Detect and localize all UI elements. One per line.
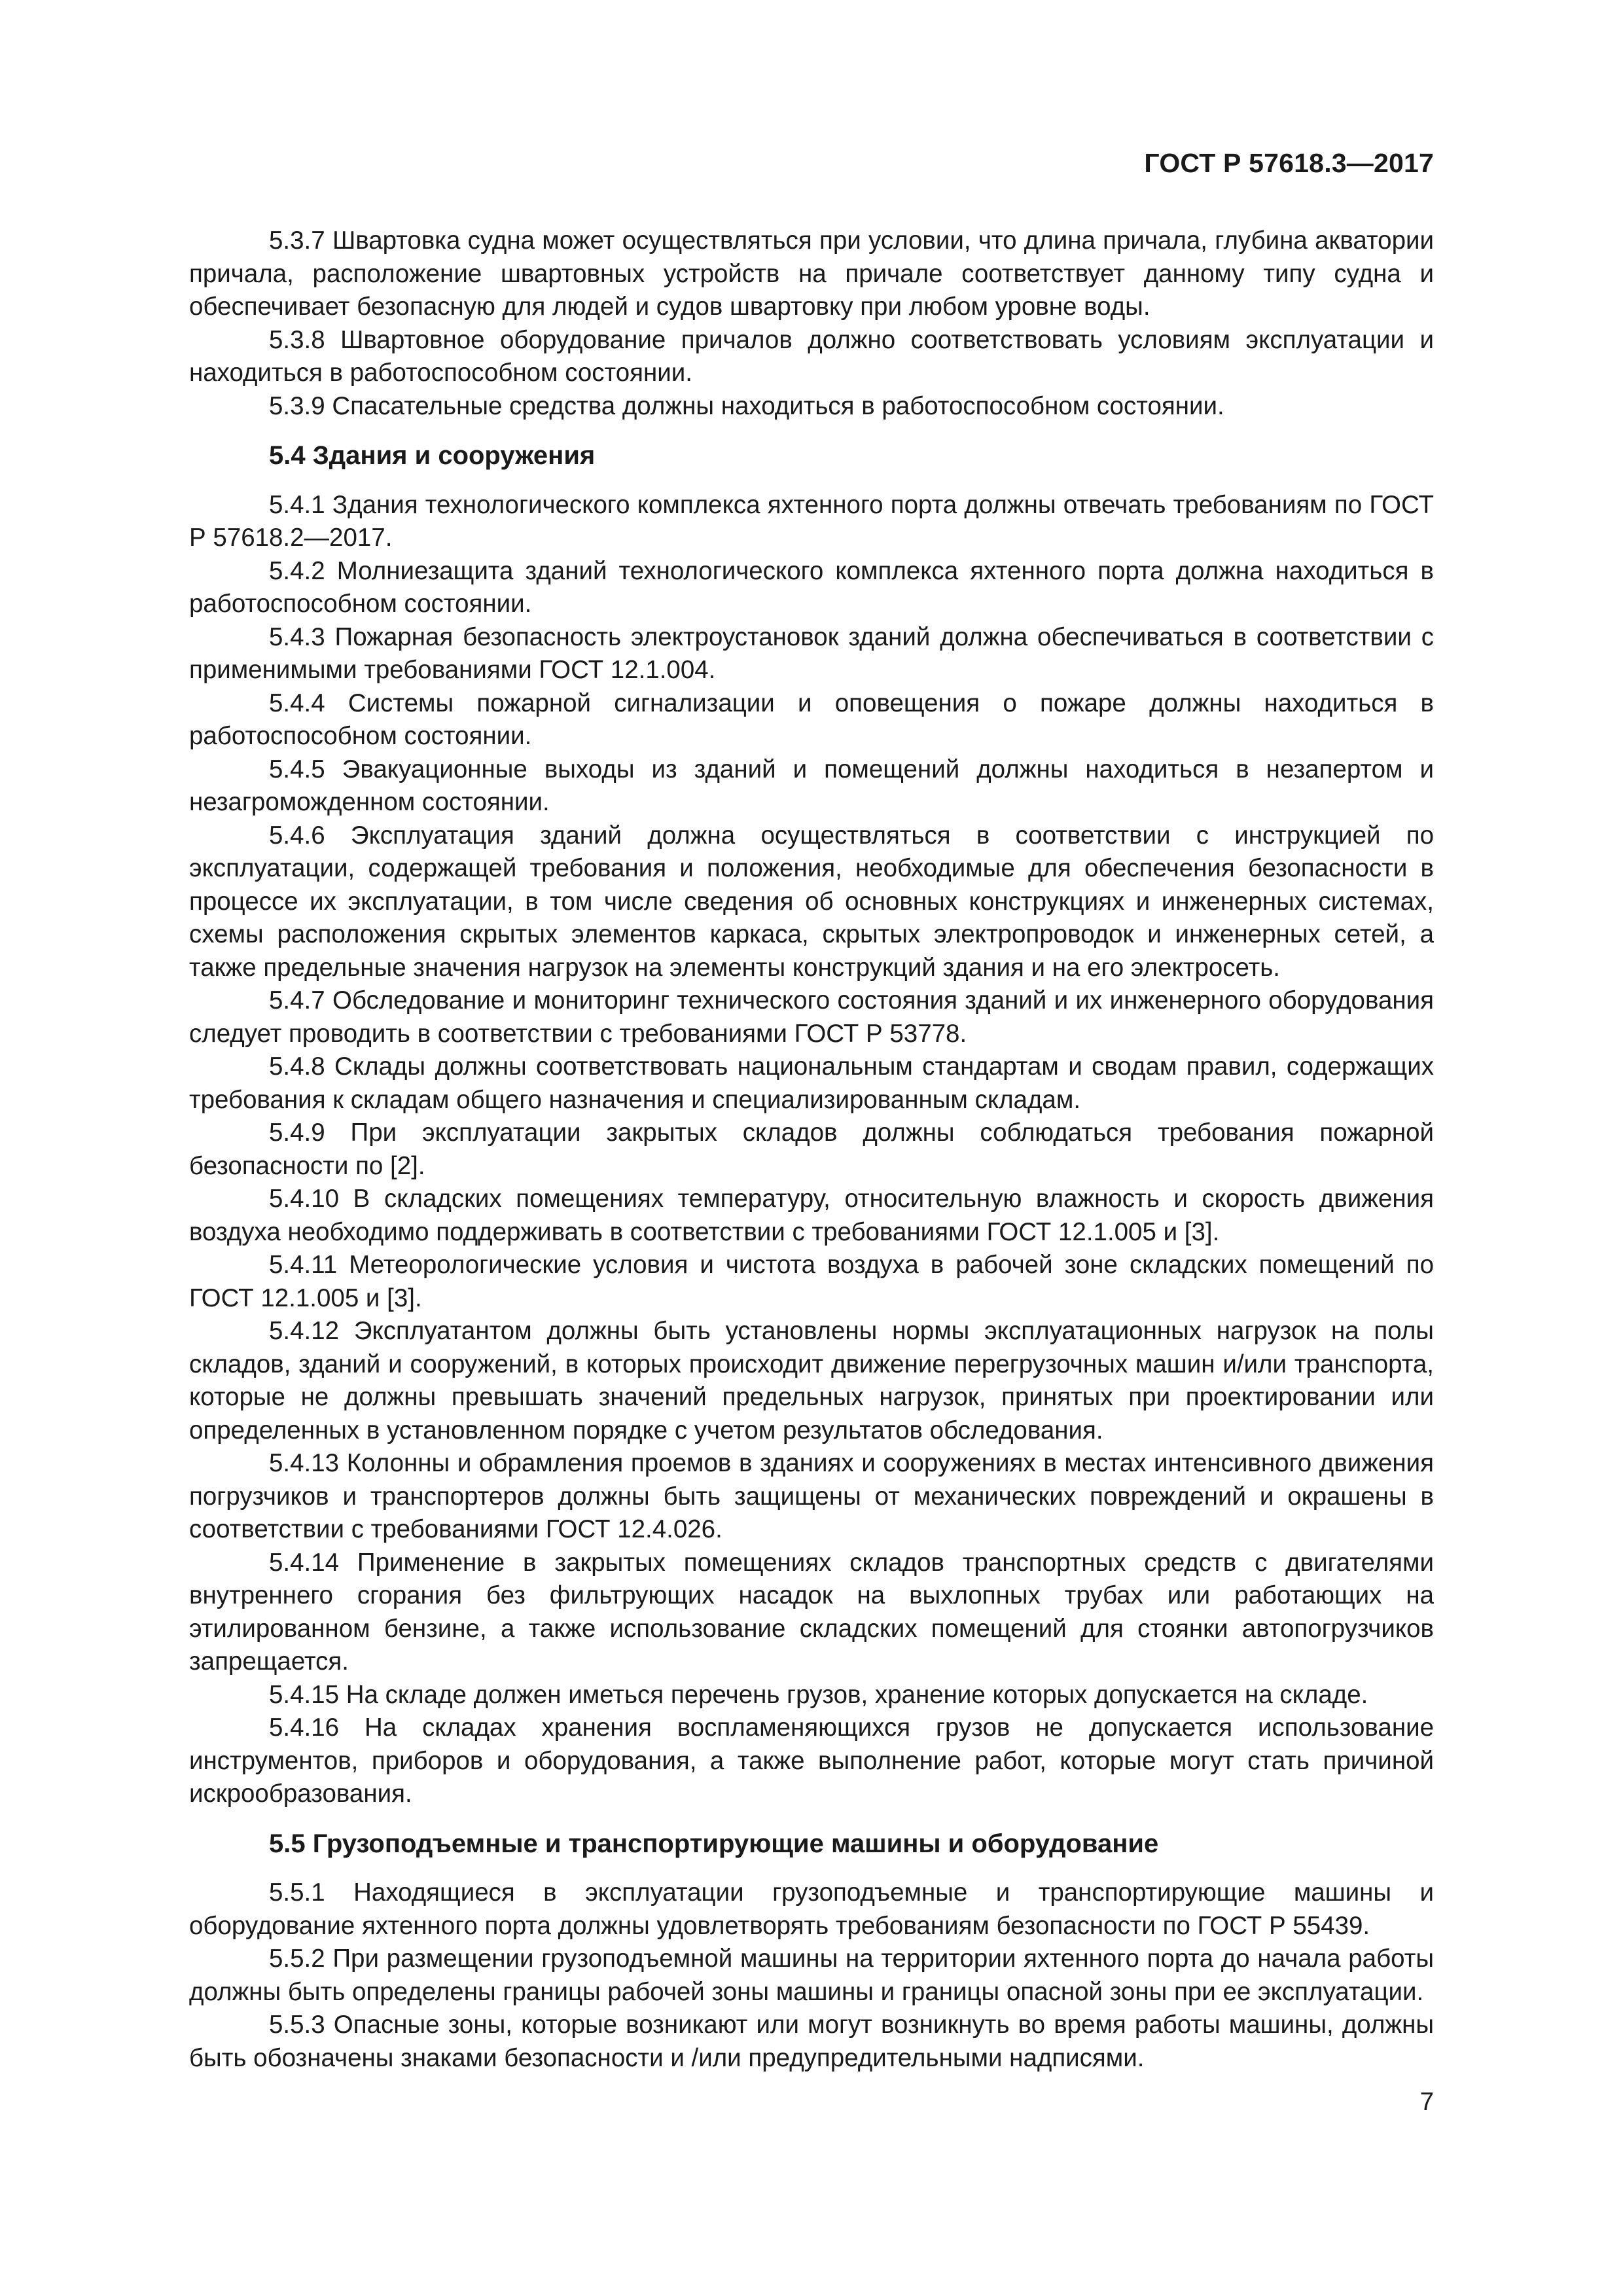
clause-number: 5.4.7 — [269, 986, 325, 1014]
clause-text: Метеорологические условия и чистота воздуха в рабочей зоне складских помещений по ГОСТ 12.1.005 и [3]. — [189, 1251, 1434, 1312]
clause-paragraph — [189, 1447, 1434, 1547]
clause-number: 5.3.9 — [269, 391, 325, 420]
clause-text: Швартовка судна может осуществляться при условии, что длина причала, глубина акватории причала, расположение швартовных устройств на причале соответствует данному типу судна и обеспечивает безопасную для людей и судов швартовку при любом уровне воды. — [189, 226, 1435, 321]
clause-paragraph — [189, 390, 1434, 423]
document-header-id: ГОСТ Р 57618.3—2017 — [1144, 148, 1434, 178]
clause-text: Склады должны соответствовать национальным стандартам и сводам правил, содержащих требования к складам общего назначения и специализированным складам. — [189, 1052, 1434, 1114]
clause-paragraph — [189, 1249, 1434, 1315]
clause-text: Швартовное оборудование причалов должно соответствовать условиям эксплуатации и находиться в работоспособном состоянии. — [189, 325, 1434, 387]
clause-number: 5.4.8 — [269, 1052, 325, 1081]
page-number: 7 — [1419, 2088, 1434, 2116]
clause-text: Эвакуационные выходы из зданий и помещений должны находиться в незапертом и незагроможденном состоянии. — [189, 755, 1434, 816]
clause-paragraph — [189, 1712, 1434, 1811]
clause-text: Эксплуатация зданий должна осуществляться в соответствии с инструкцией по эксплуатации, содержащей требования и положения, необходимые для обеспечения безопасности в процессе их эксплуатации, в том числе сведения об основных конструкциях и инженерных системах, схемы расположения скрытых элементов каркаса, скрытых электропроводок и инженерных сетей, а также предельные значения нагрузок на элементы конструкций здания и на его электросеть. — [189, 821, 1434, 982]
clause-paragraph — [189, 1315, 1434, 1447]
clause-paragraph — [189, 224, 1434, 324]
clause-paragraph — [189, 1050, 1434, 1117]
clause-number: 5.4.12 — [269, 1317, 340, 1345]
clause-number: 5.5.3 — [269, 2011, 325, 2039]
clause-number: 5.4.15 — [269, 1680, 340, 1709]
clause-text: При эксплуатации закрытых складов должны соблюдаться требования пожарной безопасности по [2]. — [189, 1119, 1434, 1180]
clause-number: 5.4.13 — [269, 1449, 340, 1477]
clause-paragraph — [189, 753, 1434, 819]
document-body — [189, 224, 1434, 2075]
clause-number: 5.4.9 — [269, 1119, 325, 1147]
clause-number: 5.3.7 — [269, 226, 325, 255]
clause-paragraph — [189, 819, 1434, 985]
clause-paragraph — [189, 1117, 1434, 1183]
clause-text: Системы пожарной сигнализации и оповещения о пожаре должны находиться в работоспособном состоянии. — [189, 689, 1434, 750]
clause-number: 5.4.6 — [269, 821, 325, 850]
clause-text: Эксплуатантом должны быть установлены нормы эксплуатационных нагрузок на полы складов, зданий и сооружений, в которых происходит движение перегрузочных машин и/или транспорта, которые не должны превышать значений предельных нагрузок, принятых при проектировании или определенных в установленном порядке с учетом результатов обследования. — [189, 1317, 1434, 1444]
clause-paragraph — [189, 1943, 1434, 2009]
clause-text: Применение в закрытых помещениях складов транспортных средств с двигателями внутреннего сгорания без фильтрующих насадок на выхлопных трубах или работающих на этилированном бензине, а также использование складских помещений для стоянки автопогрузчиков запрещается. — [189, 1548, 1434, 1676]
clause-paragraph — [189, 1679, 1434, 1712]
clause-paragraph — [189, 324, 1434, 390]
clause-paragraph — [189, 489, 1434, 555]
clause-paragraph — [189, 555, 1434, 621]
clause-text: На складе должен иметься перечень грузов, хранение которых допускается на складе. — [346, 1680, 1368, 1709]
clause-paragraph — [189, 1183, 1434, 1249]
section-heading-text: 5.4 Здания и сооружения — [269, 441, 596, 470]
clause-text: Колонны и обрамления проемов в зданиях и сооружениях в местах интенсивного движения погрузчиков и транспортеров должны быть защищены от механических повреждений и окрашены в соответствии с требованиями ГОСТ 12.4.026. — [189, 1449, 1434, 1543]
clause-number: 5.4.16 — [269, 1713, 340, 1742]
clause-number: 5.4.1 — [269, 490, 325, 519]
clause-number: 5.4.14 — [269, 1548, 340, 1577]
clause-number: 5.4.4 — [269, 689, 325, 717]
clause-text: Опасные зоны, которые возникают или могут возникнуть во время работы машины, должны быть обозначены знаками безопасности и /или предупредительными надписями. — [189, 2011, 1435, 2072]
clause-paragraph — [189, 984, 1434, 1050]
section-heading-text: 5.5 Грузоподъемные и транспортирующие машины и оборудование — [269, 1829, 1159, 1858]
clause-number: 5.3.8 — [269, 325, 325, 354]
clause-paragraph — [189, 2009, 1434, 2075]
clause-text: Находящиеся в эксплуатации грузоподъемные и транспортирующие машины и оборудование яхтенного порта должны удовлетворять требованиям безопасности по ГОСТ Р 55439. — [189, 1878, 1434, 1940]
clause-number: 5.4.10 — [269, 1185, 340, 1213]
clause-number: 5.5.1 — [269, 1878, 325, 1907]
clause-text: При размещении грузоподъемной машины на территории яхтенного порта до начала работы должны быть определены границы рабочей зоны машины и границы опасной зоны при ее эксплуатации. — [189, 1945, 1434, 2006]
clause-paragraph — [189, 1547, 1434, 1679]
clause-number: 5.4.5 — [269, 755, 325, 783]
section-heading — [189, 439, 1434, 473]
clause-text: Здания технологического комплекса яхтенного порта должны отвечать требованиям по ГОСТ Р 57618.2—2017. — [189, 490, 1434, 552]
clause-number: 5.4.3 — [269, 622, 325, 651]
clause-text: Спасательные средства должны находиться в работоспособном состоянии. — [332, 391, 1224, 420]
clause-number: 5.4.2 — [269, 556, 325, 585]
section-heading — [189, 1827, 1434, 1861]
clause-text: Молниезащита зданий технологического комплекса яхтенного порта должна находиться в работоспособном состоянии. — [189, 556, 1434, 618]
clause-number: 5.5.2 — [269, 1945, 325, 1973]
clause-paragraph — [189, 1876, 1434, 1943]
clause-paragraph — [189, 687, 1434, 753]
clause-number: 5.4.11 — [269, 1251, 338, 1279]
clause-text: Пожарная безопасность электроустановок зданий должна обеспечиваться в соответствии с применимыми требованиями ГОСТ 12.1.004. — [189, 622, 1434, 684]
clause-text: На складах хранения воспламеняющихся грузов не допускается использование инструментов, приборов и оборудования, а также выполнение работ, которые могут стать причиной искрообразования. — [189, 1713, 1434, 1808]
clause-text: Обследование и мониторинг технического состояния зданий и их инженерного оборудования следует проводить в соответствии с требованиями ГОСТ Р 53778. — [189, 986, 1434, 1048]
clause-paragraph — [189, 621, 1434, 687]
clause-text: В складских помещениях температуру, относительную влажность и скорость движения воздуха необходимо поддерживать в соответствии с требованиями ГОСТ 12.1.005 и [3]. — [189, 1185, 1434, 1246]
